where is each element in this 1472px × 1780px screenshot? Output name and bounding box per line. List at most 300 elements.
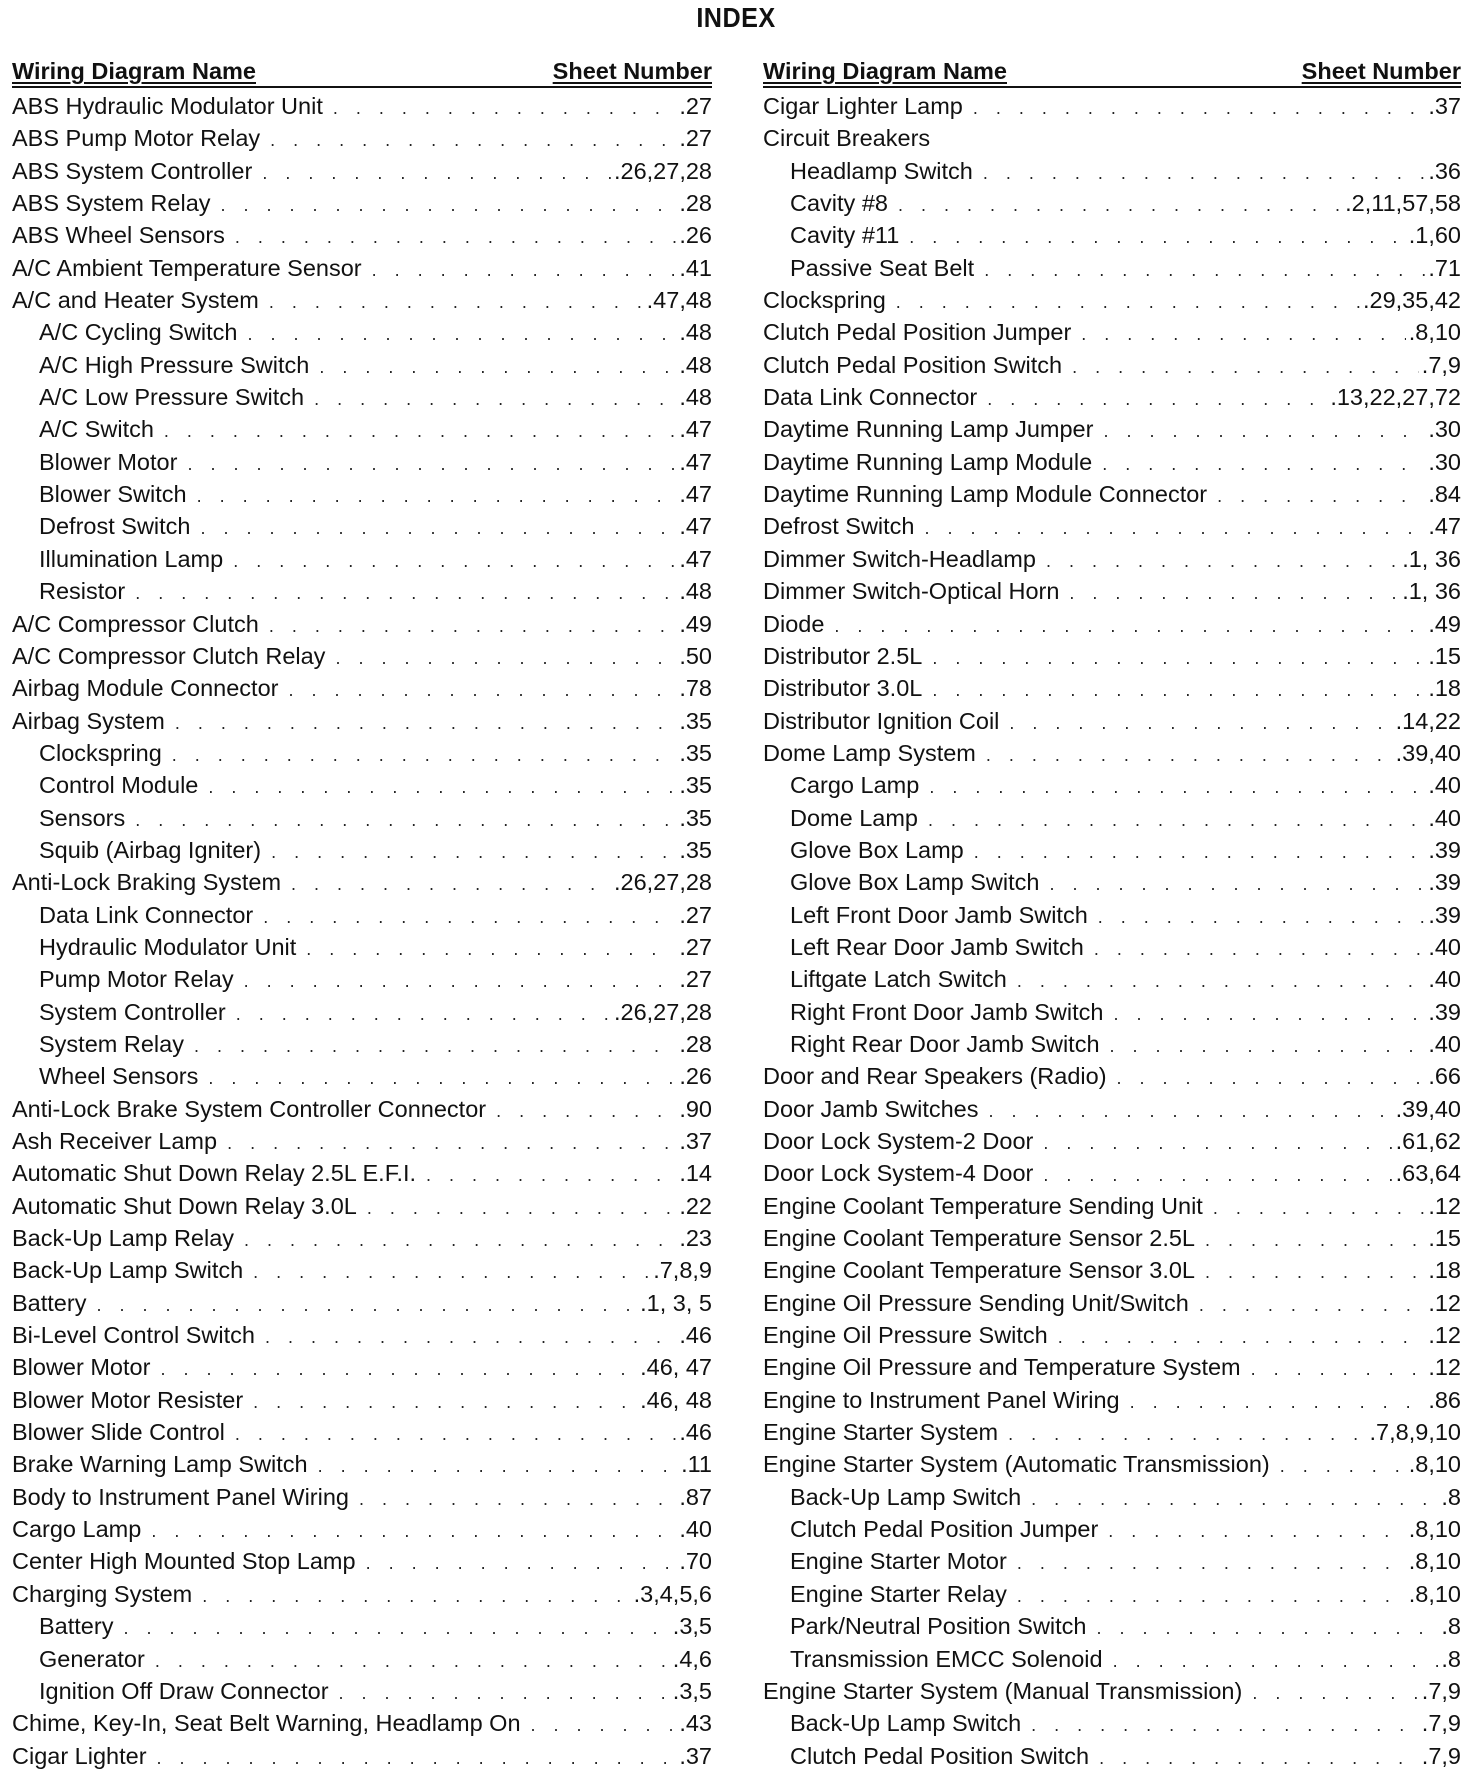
- entry-sheet-number: .40: [1428, 1030, 1461, 1057]
- entry-sheet-number: .8,10: [1408, 319, 1461, 346]
- entry-name: Door Lock System-2 Door: [763, 1128, 1034, 1154]
- entry-name: Battery: [39, 1613, 114, 1640]
- entry-name: Blower Motor: [12, 1354, 151, 1381]
- entry-name: A/C Compressor Clutch Relay: [12, 642, 326, 669]
- dot-leader: [1081, 318, 1405, 350]
- index-entry: [763, 1287, 1461, 1319]
- dot-leader: [359, 1483, 676, 1515]
- index-entry: [12, 1740, 712, 1772]
- entry-name: Data Link Connector: [763, 384, 978, 411]
- dot-leader: [1113, 998, 1425, 1030]
- entry-sheet-number: .35: [679, 836, 712, 863]
- dot-leader: [932, 642, 1425, 674]
- dot-leader: [989, 1095, 1393, 1127]
- index-subentry: [12, 931, 712, 963]
- header-name-label: Wiring Diagram Name: [763, 58, 1007, 84]
- dot-leader: [1251, 1353, 1426, 1385]
- dot-leader: [1130, 1386, 1426, 1418]
- entry-sheet-number: .39: [1428, 901, 1461, 928]
- entry-name: Engine Starter System (Manual Transmission): [763, 1677, 1243, 1704]
- dot-leader: [1046, 545, 1399, 577]
- index-subentry: [12, 1643, 712, 1675]
- dot-leader: [367, 1192, 676, 1224]
- dot-leader: [834, 610, 1425, 642]
- entry-name: Left Front Door Jamb Switch: [790, 901, 1088, 928]
- entry-sheet-number: .39: [1428, 869, 1461, 896]
- index-entry: [763, 1384, 1461, 1416]
- entry-name: Liftgate Latch Switch: [790, 966, 1007, 993]
- entry-sheet-number: .49: [679, 610, 712, 637]
- index-entry: [763, 381, 1461, 413]
- entry-sheet-number: .7,9: [1421, 351, 1461, 378]
- index-entry: [763, 478, 1461, 510]
- entry-sheet-number: .39,40: [1395, 1095, 1461, 1122]
- entry-sheet-number: .35: [679, 772, 712, 799]
- header-name-label: Wiring Diagram Name: [12, 58, 256, 84]
- dot-leader: [175, 707, 677, 739]
- entry-name: A/C Cycling Switch: [39, 319, 238, 346]
- dot-leader: [233, 545, 676, 577]
- entry-sheet-number: .49: [1428, 610, 1461, 637]
- dot-leader: [314, 383, 676, 415]
- index-entry: [763, 543, 1461, 575]
- entry-name: Clutch Pedal Position Jumper: [763, 319, 1072, 346]
- index-entry: [12, 640, 712, 672]
- entry-name: Right Rear Door Jamb Switch: [790, 1030, 1100, 1057]
- index-entry: [763, 316, 1461, 348]
- dot-leader: [1205, 1256, 1425, 1288]
- entry-sheet-number: .40: [1428, 933, 1461, 960]
- dot-leader: [896, 286, 1360, 318]
- entry-sheet-number: .39,40: [1395, 739, 1461, 766]
- entry-name: Engine to Instrument Panel Wiring: [763, 1386, 1120, 1413]
- index-entry: [12, 1578, 712, 1610]
- index-entry: [12, 1254, 712, 1286]
- dot-leader: [1102, 448, 1425, 480]
- entry-name: Cavity #8: [790, 190, 888, 217]
- dot-leader: [1213, 1192, 1426, 1224]
- entry-sheet-number: .27: [679, 125, 712, 152]
- dot-leader: [236, 998, 611, 1030]
- index-subentry: [763, 155, 1461, 187]
- dot-leader: [235, 1418, 676, 1450]
- dot-leader: [253, 1386, 637, 1418]
- index-subentry: [12, 478, 712, 510]
- entry-sheet-number: .28: [679, 1030, 712, 1057]
- index-entry: [12, 1416, 712, 1448]
- entry-sheet-number: .26,27,28: [613, 869, 712, 896]
- entry-sheet-number: .3,5: [672, 1677, 712, 1704]
- index-subentry: [763, 252, 1461, 284]
- index-entry: [12, 252, 712, 284]
- dot-leader: [197, 480, 677, 512]
- index-entry: [763, 446, 1461, 478]
- index-entry: [763, 90, 1461, 122]
- entry-name: Back-Up Lamp Switch: [790, 1483, 1022, 1510]
- entry-name: Glove Box Lamp: [790, 836, 964, 863]
- entry-sheet-number: .7,8,9,10: [1369, 1419, 1461, 1446]
- entry-name: Engine Oil Pressure and Temperature System: [763, 1354, 1241, 1381]
- index-subentry: [763, 1707, 1461, 1739]
- entry-sheet-number: .47: [679, 448, 712, 475]
- index-entry: [12, 1093, 712, 1125]
- dot-leader: [1072, 351, 1419, 383]
- entry-name: Engine Coolant Temperature Sensor 2.5L: [763, 1225, 1195, 1252]
- dot-leader: [194, 1030, 676, 1062]
- index-entry: [763, 1060, 1461, 1092]
- entry-sheet-number: .12: [1428, 1354, 1461, 1381]
- entry-name: Clutch Pedal Position Switch: [763, 351, 1063, 378]
- dot-leader: [333, 92, 676, 124]
- dot-leader: [265, 1321, 676, 1353]
- entry-name: Engine Starter System (Automatic Transmission): [763, 1451, 1270, 1478]
- entry-sheet-number: .27: [679, 901, 712, 928]
- dot-leader: [151, 1515, 676, 1547]
- index-entry: [763, 349, 1461, 381]
- index-column-right: [763, 56, 1461, 1772]
- index-subentry: [12, 1028, 712, 1060]
- index-entry: [763, 1157, 1461, 1189]
- entry-sheet-number: .48: [679, 351, 712, 378]
- entry-sheet-number: .63,64: [1395, 1160, 1461, 1187]
- dot-leader: [986, 739, 1393, 771]
- entry-name: Left Rear Door Jamb Switch: [790, 933, 1084, 960]
- entry-sheet-number: .12: [1428, 1192, 1461, 1219]
- dot-leader: [1098, 901, 1426, 933]
- index-subentry: [763, 1578, 1461, 1610]
- entry-name: Clutch Pedal Position Switch: [790, 1742, 1090, 1769]
- index-entry: [12, 1384, 712, 1416]
- entry-sheet-number: .35: [679, 739, 712, 766]
- index-subentry: [12, 575, 712, 607]
- index-subentry: [763, 899, 1461, 931]
- entry-name: Engine Starter Relay: [790, 1580, 1007, 1607]
- entry-name: A/C Compressor Clutch: [12, 610, 259, 637]
- index-entry: [12, 122, 712, 154]
- dot-leader: [155, 1645, 670, 1677]
- entry-sheet-number: .39: [1428, 998, 1461, 1025]
- entry-name: Door and Rear Speakers (Radio): [763, 1063, 1107, 1090]
- index-subentry: [763, 866, 1461, 898]
- entry-name: Circuit Breakers: [763, 125, 931, 152]
- index-subentry: [12, 446, 712, 478]
- entry-name: Bi-Level Control Switch: [12, 1322, 255, 1349]
- entry-name: Clutch Pedal Position Jumper: [790, 1516, 1099, 1543]
- index-subentry: [12, 834, 712, 866]
- dot-leader: [1108, 1515, 1405, 1547]
- entry-sheet-number: .48: [679, 384, 712, 411]
- index-entry: [12, 608, 712, 640]
- entry-name: Distributor 2.5L: [763, 642, 923, 669]
- index-entry: [12, 187, 712, 219]
- dot-leader: [187, 448, 676, 480]
- index-entry: [763, 413, 1461, 445]
- entry-sheet-number: .84: [1428, 481, 1461, 508]
- dot-leader: [1017, 965, 1425, 997]
- index-subentry: [763, 996, 1461, 1028]
- entry-name: Clockspring: [763, 287, 886, 314]
- dot-leader: [1031, 1709, 1419, 1741]
- column-header: [763, 56, 1461, 88]
- entry-name: Wheel Sensors: [39, 1063, 199, 1090]
- entry-sheet-number: .35: [679, 804, 712, 831]
- entry-name: A/C Ambient Temperature Sensor: [12, 254, 362, 281]
- entry-name: Glove Box Lamp Switch: [790, 869, 1040, 896]
- dot-leader: [1009, 707, 1392, 739]
- dot-leader: [1031, 1483, 1438, 1515]
- entry-name: Anti-Lock Braking System: [12, 869, 282, 896]
- entry-name: Cavity #11: [790, 222, 900, 249]
- dot-leader: [270, 124, 676, 156]
- index-entry: [12, 1287, 712, 1319]
- index-entry: [12, 1125, 712, 1157]
- index-subentry: [763, 834, 1461, 866]
- entry-sheet-number: .4,6: [672, 1645, 712, 1672]
- entry-sheet-number: .8,10: [1408, 1451, 1461, 1478]
- dot-leader: [319, 351, 676, 383]
- index-entry: [12, 219, 712, 251]
- dot-leader: [987, 383, 1327, 415]
- dot-leader: [932, 674, 1425, 706]
- entry-sheet-number: .27: [679, 966, 712, 993]
- entry-sheet-number: .14: [679, 1160, 712, 1187]
- dot-leader: [974, 836, 1426, 868]
- entry-name: Pump Motor Relay: [39, 966, 234, 993]
- dot-leader: [221, 189, 677, 221]
- dot-leader: [263, 901, 676, 933]
- index-entry: [763, 737, 1461, 769]
- entry-sheet-number: .50: [679, 642, 712, 669]
- entry-sheet-number: .36: [1428, 157, 1461, 184]
- dot-leader: [496, 1095, 676, 1127]
- entry-name: Dome Lamp System: [763, 739, 976, 766]
- entry-name: Automatic Shut Down Relay 2.5L E.F.I.: [12, 1160, 417, 1187]
- entry-sheet-number: .13,22,27,72: [1330, 384, 1461, 411]
- entry-sheet-number: .3,5: [672, 1613, 712, 1640]
- index-entry: [12, 1481, 712, 1513]
- index-subentry: [763, 1545, 1461, 1577]
- index-subentry: [12, 769, 712, 801]
- entry-name: Charging System: [12, 1580, 193, 1607]
- dot-leader: [289, 674, 677, 706]
- index-entry: [763, 575, 1461, 607]
- entry-sheet-number: .11: [681, 1451, 712, 1478]
- entry-name: Dome Lamp: [790, 804, 918, 831]
- dot-leader: [335, 642, 676, 674]
- dot-leader: [208, 771, 676, 803]
- entry-sheet-number: .61,62: [1395, 1128, 1461, 1154]
- entry-name: Engine Coolant Temperature Sensor 3.0L: [763, 1257, 1195, 1284]
- entry-name: Automatic Shut Down Relay 3.0L: [12, 1192, 357, 1219]
- entry-sheet-number: .46, 47: [640, 1354, 712, 1381]
- index-subentry: [12, 802, 712, 834]
- entry-name: Daytime Running Lamp Module: [763, 448, 1093, 475]
- entry-name: Engine Oil Pressure Switch: [763, 1322, 1048, 1349]
- entry-name: Defrost Switch: [763, 513, 915, 540]
- entry-sheet-number: .46: [679, 1419, 712, 1446]
- entry-name: Cigar Lighter: [12, 1742, 147, 1769]
- header-sheet-label: Sheet Number: [552, 58, 712, 84]
- index-entry: [763, 1190, 1461, 1222]
- dot-leader: [262, 157, 611, 189]
- entry-name: Door Lock System-4 Door: [763, 1160, 1034, 1187]
- dot-leader: [306, 933, 676, 965]
- entry-name: A/C Low Pressure Switch: [39, 384, 305, 411]
- dot-leader: [1252, 1677, 1418, 1709]
- index-subentry: [763, 1028, 1461, 1060]
- index-entry: [763, 640, 1461, 672]
- entry-name: Dimmer Switch-Optical Horn: [763, 578, 1060, 605]
- entry-sheet-number: .12: [1428, 1322, 1461, 1349]
- entry-sheet-number: .43: [679, 1710, 712, 1737]
- entry-name: Daytime Running Lamp Module Connector: [763, 481, 1208, 508]
- entry-sheet-number: .39: [1428, 836, 1461, 863]
- index-entry: [763, 1448, 1461, 1480]
- dot-leader: [227, 1127, 676, 1159]
- dot-leader: [1094, 933, 1425, 965]
- entry-name: ABS System Controller: [12, 157, 253, 184]
- entry-sheet-number: .47: [679, 416, 712, 443]
- entry-sheet-number: .40: [1428, 772, 1461, 799]
- entry-name: Hydraulic Modulator Unit: [39, 933, 297, 960]
- entry-name: Sensors: [39, 804, 126, 831]
- entry-name: Data Link Connector: [39, 901, 254, 928]
- entry-name: Ash Receiver Lamp: [12, 1128, 218, 1154]
- entry-name: Back-Up Lamp Relay: [12, 1225, 235, 1252]
- dot-leader: [1280, 1450, 1406, 1482]
- dot-leader: [983, 157, 1425, 189]
- dot-leader: [928, 804, 1425, 836]
- entry-sheet-number: .46: [679, 1322, 712, 1349]
- entry-sheet-number: .30: [1428, 416, 1461, 443]
- dot-leader: [1058, 1321, 1426, 1353]
- entry-name: Resistor: [39, 578, 126, 605]
- entry-sheet-number: .7,9: [1421, 1710, 1461, 1737]
- dot-leader: [235, 221, 676, 253]
- entry-name: ABS System Relay: [12, 190, 211, 217]
- entry-sheet-number: .29,35,42: [1362, 287, 1461, 314]
- entry-sheet-number: .66: [1428, 1063, 1461, 1090]
- dot-leader: [201, 512, 677, 544]
- index-entry: [763, 1416, 1461, 1448]
- index-subentry: [12, 510, 712, 542]
- index-subentry: [763, 1481, 1461, 1513]
- index-entry: [12, 284, 712, 316]
- index-subentry: [12, 381, 712, 413]
- entry-name: A/C and Heater System: [12, 287, 259, 314]
- entry-name: Daytime Running Lamp Jumper: [763, 416, 1094, 443]
- index-entry: [763, 1125, 1461, 1157]
- dot-leader: [248, 318, 677, 350]
- dot-leader: [1103, 415, 1425, 447]
- entry-sheet-number: .27: [679, 933, 712, 960]
- dot-leader: [160, 1353, 637, 1385]
- entry-name: Engine Starter Motor: [790, 1548, 1007, 1575]
- index-subentry: [763, 1513, 1461, 1545]
- entry-sheet-number: .1,60: [1408, 222, 1461, 249]
- index-entry: [763, 122, 1461, 154]
- entry-sheet-number: .26: [679, 222, 712, 249]
- dot-leader: [929, 771, 1425, 803]
- entry-name: Blower Motor Resister: [12, 1386, 244, 1413]
- entry-sheet-number: .48: [679, 578, 712, 605]
- entry-name: Anti-Lock Brake System Controller Connector: [12, 1095, 487, 1122]
- dot-leader: [164, 415, 676, 447]
- index-entry: [763, 1319, 1461, 1351]
- entry-name: Transmission EMCC Solenoid: [790, 1645, 1103, 1672]
- entry-sheet-number: .8,10: [1408, 1516, 1461, 1543]
- entry-sheet-number: .40: [1428, 804, 1461, 831]
- index-column-left: [12, 56, 712, 1772]
- entry-name: Generator: [39, 1645, 145, 1672]
- index-subentry: [763, 931, 1461, 963]
- entry-sheet-number: .1, 36: [1402, 545, 1461, 572]
- entry-sheet-number: .78: [679, 675, 712, 702]
- entry-sheet-number: .46, 48: [640, 1386, 712, 1413]
- entry-sheet-number: .12: [1428, 1289, 1461, 1316]
- entry-sheet-number: .8,10: [1408, 1580, 1461, 1607]
- index-subentry: [12, 963, 712, 995]
- entry-name: Dimmer Switch-Headlamp: [763, 545, 1036, 572]
- index-entry: [12, 1448, 712, 1480]
- entry-sheet-number: .15: [1428, 642, 1461, 669]
- entry-name: Defrost Switch: [39, 513, 191, 540]
- dot-leader: [202, 1580, 630, 1612]
- entry-sheet-number: .7,9: [1421, 1742, 1461, 1769]
- entry-name: Park/Neutral Position Switch: [790, 1613, 1087, 1640]
- entry-name: Engine Coolant Temperature Sending Unit: [763, 1192, 1203, 1219]
- index-subentry: [763, 1740, 1461, 1772]
- dot-leader: [1110, 1030, 1426, 1062]
- index-entry: [12, 90, 712, 122]
- index-subentry: [12, 316, 712, 348]
- entry-name: Airbag Module Connector: [12, 675, 279, 702]
- entry-sheet-number: .86: [1428, 1386, 1461, 1413]
- entry-name: Headlamp Switch: [790, 157, 973, 184]
- entry-sheet-number: .47: [1428, 513, 1461, 540]
- dot-leader: [1017, 1547, 1406, 1579]
- index-subentry: [12, 413, 712, 445]
- entry-name: Clockspring: [39, 739, 162, 766]
- index-entry: [763, 705, 1461, 737]
- dot-leader: [1217, 480, 1425, 512]
- index-entry: [763, 284, 1461, 316]
- header-sheet-label: Sheet Number: [1301, 58, 1461, 84]
- index-subentry: [763, 187, 1461, 219]
- entry-sheet-number: .3,4,5,6: [633, 1580, 712, 1607]
- entry-sheet-number: .30: [1428, 448, 1461, 475]
- dot-leader: [96, 1289, 637, 1321]
- entry-sheet-number: .2,11,57,58: [1345, 190, 1461, 217]
- index-entry: [763, 1222, 1461, 1254]
- entry-sheet-number: .22: [679, 1192, 712, 1219]
- dot-leader: [1008, 1418, 1366, 1450]
- entry-sheet-number: .27: [679, 93, 712, 119]
- index-entry: [12, 1351, 712, 1383]
- dot-leader: [157, 1742, 677, 1774]
- entry-name: Engine Starter System: [763, 1419, 999, 1446]
- entry-name: Cargo Lamp: [790, 772, 920, 799]
- entry-sheet-number: .47: [679, 481, 712, 508]
- dot-leader: [1043, 1159, 1392, 1191]
- column-header: [12, 56, 712, 88]
- entry-sheet-number: .7,9: [1421, 1677, 1461, 1704]
- entry-sheet-number: .90: [679, 1095, 712, 1122]
- entry-name: A/C High Pressure Switch: [39, 351, 310, 378]
- entry-sheet-number: .8: [1441, 1645, 1461, 1672]
- dot-leader: [1049, 868, 1425, 900]
- dot-leader: [909, 221, 1405, 253]
